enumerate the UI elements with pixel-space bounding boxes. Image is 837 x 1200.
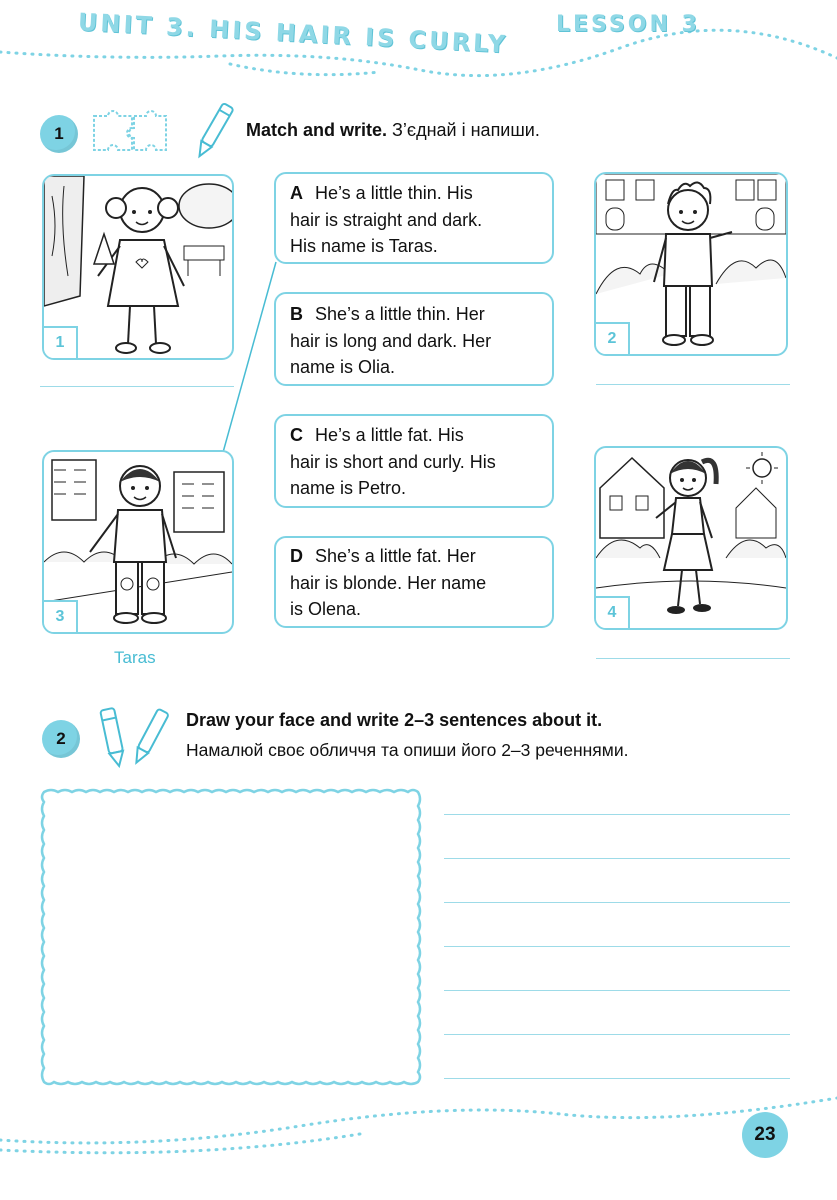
picture-4 bbox=[594, 446, 788, 630]
card-b-letter: B bbox=[290, 304, 303, 324]
drawing-frame[interactable] bbox=[38, 786, 424, 1088]
card-b-line-3: name is Olia. bbox=[290, 357, 396, 377]
exercise-2-instruction-uk: Намалюй своє обличчя та опиши його 2–3 реченнями. bbox=[186, 740, 629, 760]
card-b-line-2: hair is long and dark. Her bbox=[290, 330, 492, 351]
answer-line-4[interactable] bbox=[596, 658, 790, 659]
card-c-line-2: hair is short and curly. His bbox=[290, 451, 496, 472]
card-d-letter: D bbox=[290, 546, 303, 566]
writing-line-1[interactable] bbox=[444, 814, 790, 815]
card-d-line-1: She’s a little fat. Her bbox=[315, 546, 476, 566]
writing-line-2[interactable] bbox=[444, 858, 790, 859]
card-b-line-1: She’s a little thin. Her bbox=[315, 304, 485, 324]
picture-1 bbox=[42, 174, 234, 360]
picture-2 bbox=[594, 172, 788, 356]
bottom-dotted-wave bbox=[0, 1090, 837, 1170]
card-d-line-2: hair is blonde. Her name bbox=[290, 572, 487, 593]
unit-title: UNIT 3. HIS HAIR IS CURLY bbox=[77, 8, 509, 59]
card-c-text bbox=[290, 422, 540, 502]
card-d-line-3: is Olena. bbox=[290, 599, 362, 619]
card-a-line-1: He’s a little thin. His bbox=[315, 183, 473, 203]
writing-line-7[interactable] bbox=[444, 1078, 790, 1079]
exercise-1-number: 1 bbox=[40, 115, 78, 153]
picture-3-answer: Taras bbox=[114, 648, 156, 667]
card-a-text: A He’s a little thin. His hair is straight and dark. His name is Taras. bbox=[290, 180, 540, 260]
page-number: 23 bbox=[742, 1112, 788, 1158]
answer-line-2[interactable] bbox=[596, 384, 790, 385]
picture-3 bbox=[42, 450, 234, 634]
instruction-en: Match and write. bbox=[246, 120, 388, 140]
writing-line-5[interactable] bbox=[444, 990, 790, 991]
exercise-2-number: 2 bbox=[42, 720, 80, 758]
pencils-icon bbox=[96, 704, 172, 770]
exercise-2-instruction-en: Draw your face and write 2–3 sentences about it. bbox=[186, 710, 603, 730]
picture-3-number: 3 bbox=[44, 600, 78, 632]
writing-line-6[interactable] bbox=[444, 1034, 790, 1035]
card-c-line-1: He’s a little fat. His bbox=[315, 425, 464, 445]
card-c-line-3: name is Petro. bbox=[290, 478, 407, 498]
card-d-text bbox=[290, 543, 540, 623]
card-b-text bbox=[290, 301, 540, 381]
picture-2-number: 2 bbox=[596, 322, 630, 354]
card-a-line-3: His name is Taras. bbox=[290, 236, 438, 256]
card-c-letter: C bbox=[290, 425, 303, 445]
answer-line-1[interactable] bbox=[40, 386, 234, 387]
wavy-border bbox=[42, 790, 420, 1084]
instruction-uk: З’єднай і напиши. bbox=[392, 120, 540, 140]
writing-line-3[interactable] bbox=[444, 902, 790, 903]
writing-line-4[interactable] bbox=[444, 946, 790, 947]
card-a-line-2: hair is straight and dark. bbox=[290, 209, 483, 230]
picture-1-number: 1 bbox=[44, 326, 78, 358]
lesson-title: LESSON 3 bbox=[556, 12, 700, 37]
picture-4-number: 4 bbox=[596, 596, 630, 628]
